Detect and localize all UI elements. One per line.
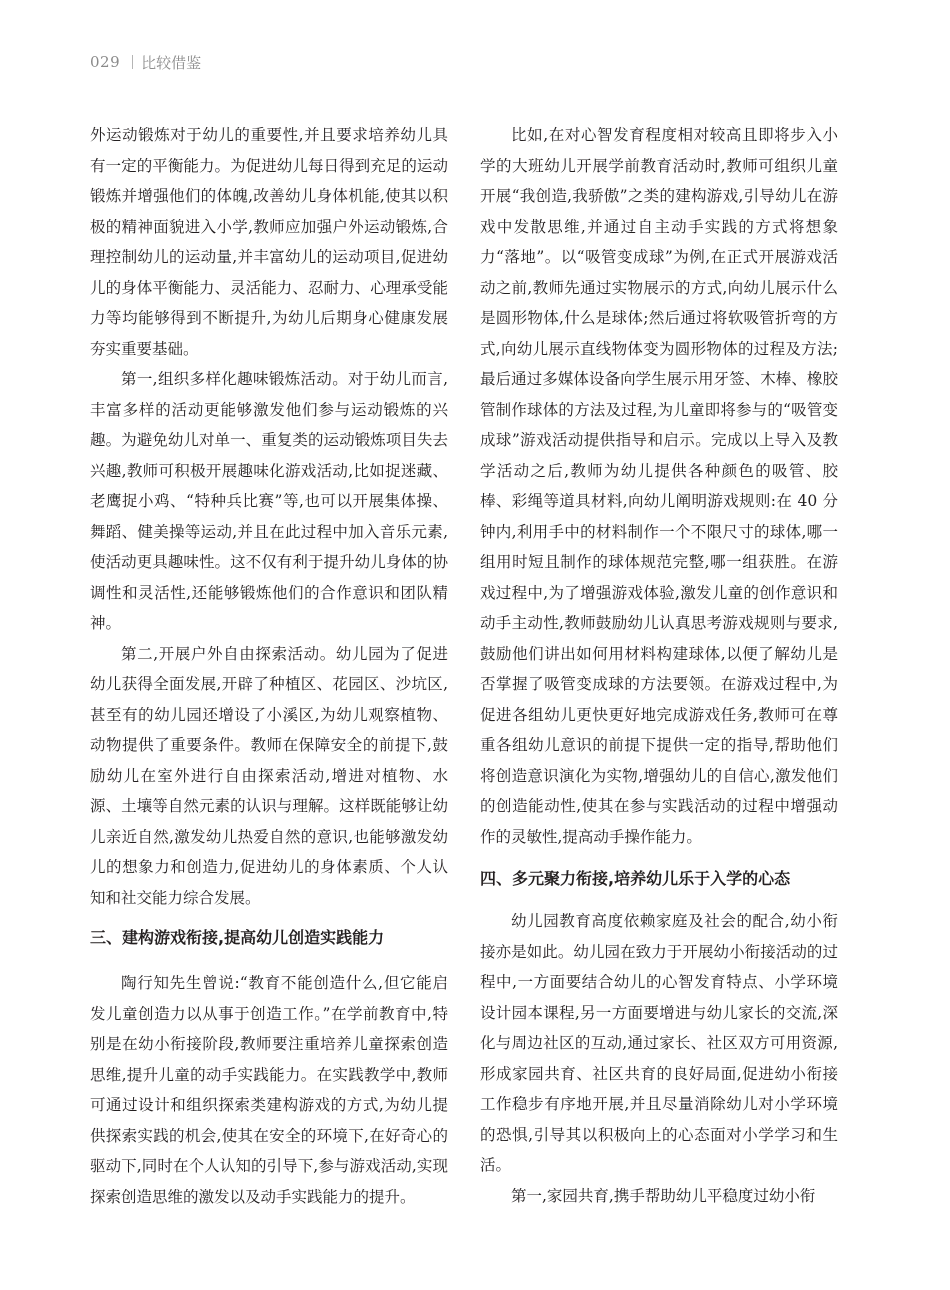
section-heading: 四、多元聚力衔接,培养幼儿乐于入学的心态 (480, 869, 791, 888)
header-divider (132, 55, 133, 69)
paragraph: 第一,组织多样化趣味锻炼活动。对于幼儿而言,丰富多样的活动更能够激发他们参与运动锻炼的兴趣。为避免幼儿对单一、重复类的运动锻炼项目失去兴趣,教师可积极开展趣味化游戏活动,比如捉迷藏、老鹰捉小鸡、“特种兵比赛”等,也可以开展集体操、舞蹈、健美操等运动,并且在此过程中加入音乐元素,使活动更具趣味性。这不仅有利于提升幼儿身体的协调性和灵活性,还能够锻炼他们的合作意识和团队精神。 (90, 370, 448, 632)
section-heading: 三、建构游戏衔接,提高幼儿创造实践能力 (90, 928, 385, 947)
paragraph: 第一,家园共育,携手帮助幼儿平稳度过幼小衔 (511, 1186, 816, 1205)
paragraph: 第二,开展户外自由探索活动。幼儿园为了促进幼儿获得全面发展,开辟了种植区、花园区、沙坑区,甚至有的幼儿园还增设了小溪区,为幼儿观察植物、动物提供了重要条件。教师在保障安全的前提下,鼓励幼儿在室外进行自由探索活动,增进对植物、水源、土壤等自然元素的认识与理解。这样既能够让幼儿亲近自然,激发幼儿热爱自然的意识,也能够激发幼儿的想象力和创造力,促进幼儿的身体素质、个人认知和社交能力综合发展。 (90, 644, 448, 907)
left-column (90, 120, 448, 1212)
right-column (480, 120, 838, 1211)
paragraph: 陶行知先生曾说:“教育不能创造什么,但它能启发儿童创造力以从事于创造工作。”在学前教育中,特别是在幼小衔接阶段,教师要注重培养儿童探索创造思维,提升儿童的动手实践能力。在实践教学中,教师可通过设计和组织探索类建构游戏的方式,为幼儿提供探索实践的机会,使其在安全的环境下,在好奇心的驱动下,同时在个人认知的引导下,参与游戏活动,实现探索创造思维的激发以及动手实践能力的提升。 (90, 974, 448, 1206)
paragraph: 比如,在对心智发育程度相对较高且即将步入小学的大班幼儿开展学前教育活动时,教师可组织儿童开展“我创造,我骄傲”之类的建构游戏,引导幼儿在游戏中发散思维,并通过自主动手实践的方式将想象力“落地”。以“吸管变成球”为例,在正式开展游戏活动之前,教师先通过实物展示的方式,向幼儿展示什么是圆形物体,什么是球体;然后通过将软吸管折弯的方式,向幼儿展示直线物体变为圆形物体的过程及方法;最后通过多媒体设备向学生展示用牙签、木棒、橡胶管制作球体的方法及过程,为儿童即将参与的“吸管变成球”游戏活动提供指导和启示。完成以上导入及教学活动之后,教师为幼儿提供各种颜色的吸管、胶棒、彩绳等道具材料,向幼儿阐明游戏规则:在 40 分钟内,利用手中的材料制作一个不限尺寸的球体,哪一组用时短且制作的球体规范完整,哪一组获胜。在游戏过程中,为了增强游戏体验,激发儿童的创作意识和动手主动性,教师鼓励幼儿认真思考游戏规则与要求,鼓励他们讲出如何用材料构建球体,以便了解幼儿是否掌握了吸管变成球的方法要领。在游戏过程中,为促进各组幼儿更快更好地完成游戏任务,教师可在尊重各组幼儿意识的前提下提供一定的指导,帮助他们将创造意识演化为实物,增强幼儿的自信心,激发他们的创造能动性,使其在参与实践活动的过程中增强动作的灵敏性,提高动手操作能力。 (480, 126, 838, 846)
page-number: 029 (90, 53, 121, 71)
paragraph: 外运动锻炼对于幼儿的重要性,并且要求培养幼儿具有一定的平衡能力。为促进幼儿每日得到充足的运动锻炼并增强他们的体魄,改善幼儿身体机能,使其以积极的精神面貌进入小学,教师应加强户外运动锻炼,合理控制幼儿的运动量,并丰富幼儿的运动项目,促进幼儿的身体平衡能力、灵活能力、忍耐力、心理承受能力等均能够得到不断提升,为幼儿后期身心健康发展夯实重要基础。 (90, 126, 448, 358)
section-title: 比较借鉴 (141, 53, 202, 72)
paragraph: 幼儿园教育高度依赖家庭及社会的配合,幼小衔接亦是如此。幼儿园在致力于开展幼小衔接活动的过程中,一方面要结合幼儿的心智发育特点、小学环境设计园本课程,另一方面要增进与幼儿家长的交流,深化与周边社区的互动,通过家长、社区双方可用资源,形成家园共育、社区共育的良好局面,促进幼小衔接工作稳步有序地开展,并且尽量消除幼儿对小学环境的恐惧,引导其以积极向上的心态面对小学学习和生活。 (480, 912, 838, 1174)
running-header (90, 50, 201, 74)
